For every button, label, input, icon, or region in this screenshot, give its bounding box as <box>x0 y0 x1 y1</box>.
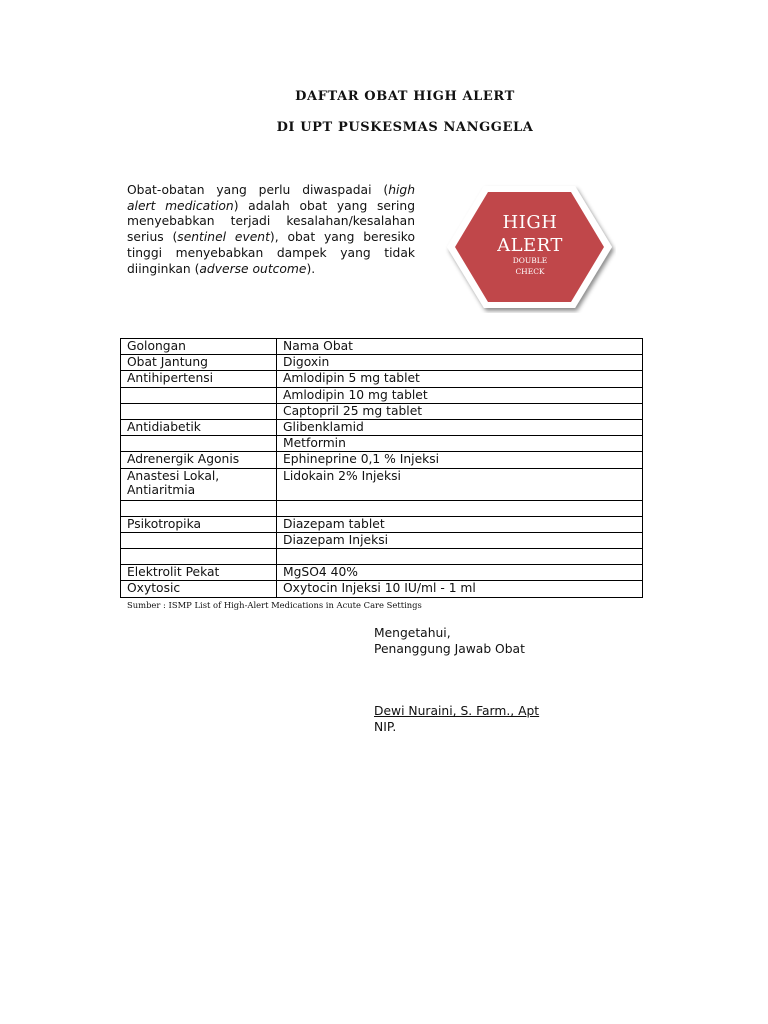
table-row <box>121 371 643 387</box>
intro-paragraph <box>127 183 415 277</box>
badge-text-double: DOUBLE <box>512 256 548 265</box>
cell-golongan: Anastesi Lokal, Antiaritmia <box>121 468 277 500</box>
cell-nama-obat: Amlodipin 5 mg tablet <box>277 371 643 387</box>
table-row <box>121 549 643 565</box>
cell-golongan: Antihipertensi <box>121 371 277 387</box>
signatory-name: Dewi Nuraini, S. Farm., Apt <box>374 704 540 718</box>
document-title: DAFTAR OBAT HIGH ALERT <box>295 89 515 104</box>
table-header-row <box>121 339 643 355</box>
cell-nama-obat: Glibenklamid <box>277 419 643 435</box>
table-row <box>121 355 643 371</box>
signatory-nip: NIP. <box>374 720 397 734</box>
cell-nama-obat: Diazepam Injeksi <box>277 532 643 548</box>
cell-nama-obat: Digoxin <box>277 355 643 371</box>
badge-text-check: CHECK <box>515 267 545 276</box>
cell-nama-obat: Captopril 25 mg tablet <box>277 403 643 419</box>
document-subtitle: DI UPT PUSKESMAS NANGGELA <box>276 120 534 135</box>
table-row <box>121 500 643 516</box>
table-row <box>121 468 643 500</box>
cell-nama-obat: Metformin <box>277 436 643 452</box>
intro-text: ). <box>306 261 316 276</box>
cell-golongan: Elektrolit Pekat <box>121 565 277 581</box>
signature-acknowledged-label: Mengetahui, <box>374 626 451 640</box>
intro-italic-term: sentinel event <box>177 230 270 245</box>
cell-golongan: Psikotropika <box>121 516 277 532</box>
cell-nama-obat <box>277 500 643 516</box>
high-alert-medication-table <box>120 338 643 598</box>
cell-golongan <box>121 436 277 452</box>
cell-golongan <box>121 387 277 403</box>
table-row <box>121 565 643 581</box>
intro-italic-term: adverse outcome <box>199 261 307 276</box>
cell-golongan: Antidiabetik <box>121 419 277 435</box>
table-row <box>121 532 643 548</box>
intro-text: ) adalah obat yang sering menyebabkan terjadi kesalahan/kesalahan serius ( <box>127 198 415 245</box>
cell-golongan <box>121 532 277 548</box>
table-row <box>121 516 643 532</box>
intro-text: ), obat yang beresiko tinggi menyebabkan dampek yang tidak diinginkan ( <box>127 230 415 276</box>
header-cell-golongan: Golongan <box>121 339 277 355</box>
high-alert-badge <box>444 183 616 313</box>
table-row <box>121 387 643 403</box>
cell-nama-obat: Lidokain 2% Injeksi <box>277 468 643 500</box>
cell-nama-obat: Diazepam tablet <box>277 516 643 532</box>
source-note: Sumber : ISMP List of High-Alert Medications in Acute Care Settings <box>127 600 422 610</box>
signature-role-label: Penanggung Jawab Obat <box>374 642 525 656</box>
cell-golongan: Obat Jantung <box>121 355 277 371</box>
cell-nama-obat: Amlodipin 10 mg tablet <box>277 387 643 403</box>
table-row <box>121 419 643 435</box>
cell-nama-obat: MgSO4 40% <box>277 565 643 581</box>
high-alert-hexagon-icon <box>444 183 616 313</box>
intro-text: Obat-obatan yang perlu diwaspadai ( <box>127 183 389 197</box>
header-cell-nama-obat: Nama Obat <box>277 339 643 355</box>
cell-nama-obat <box>277 549 643 565</box>
cell-golongan: Oxytosic <box>121 581 277 597</box>
table-row <box>121 581 643 597</box>
cell-nama-obat: Ephineprine 0,1 % Injeksi <box>277 452 643 468</box>
cell-golongan <box>121 500 277 516</box>
table-row <box>121 436 643 452</box>
table-row <box>121 403 643 419</box>
cell-golongan: Adrenergik Agonis <box>121 452 277 468</box>
cell-nama-obat: Oxytocin Injeksi 10 IU/ml - 1 ml <box>277 581 643 597</box>
cell-golongan <box>121 403 277 419</box>
table-row <box>121 452 643 468</box>
cell-golongan <box>121 549 277 565</box>
intro-italic-term: high alert medication <box>127 183 415 213</box>
badge-text-high: HIGH <box>502 212 558 233</box>
badge-text-alert: ALERT <box>497 235 563 256</box>
